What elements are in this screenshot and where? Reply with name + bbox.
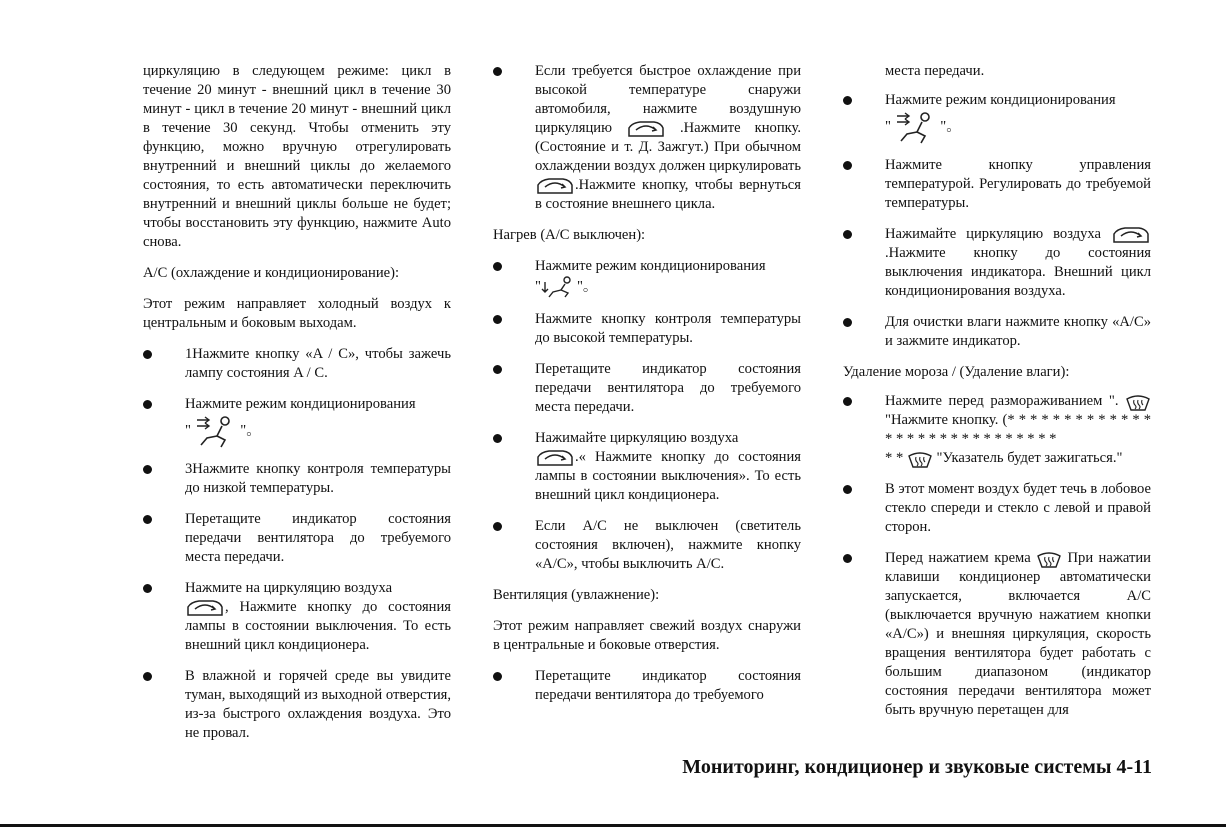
bullet-item: 3Нажмите кнопку контроля температуры до низкой температуры. [143,460,451,498]
bullet-dot [843,230,852,239]
column-3 [843,62,1151,720]
bullet-item: Перетащите индикатор состояния передачи вентилятора до требуемого места передачи. [493,360,801,417]
paragraph-recirculation-cycle: циркуляцию в следующем режиме: цикл в течение 20 минут - внешний цикл в течение 30 минут - цикл в течение 20 минут - внешний цикл в течение 30 секунд. Чтобы отменить эту функцию, можно вручную отрегулировать внутренний и внешний циклы до желаемого состояния, то есть автоматически переключить внутренний и внешний циклы больше не будет; чтобы восстановить эту функцию, нажмите Auto снова. [143,63,451,250]
bullet-item: 1Нажмите кнопку «A / C», чтобы зажечь лампу состояния A / C. [143,345,451,383]
bullet-item: Нажмите режим кондиционирования " "。 [843,91,1151,144]
bullet-dot [143,465,152,474]
bullet-item: В влажной и горячей среде вы увидите туман, выходящий из выходной отверстия, из-за быстрого охлаждения воздуха. Это не провал. [143,667,451,743]
bottom-rule [0,824,1226,827]
heading-ac-cooling: A/C (охлаждение и кондиционирование): [143,265,400,281]
bullet-dot [843,554,852,563]
bullet-item: Для очистки влаги нажмите кнопку «A/C» и зажмите индикатор. [843,313,1151,351]
recirculation-icon [185,599,225,617]
bullet-dot [143,400,152,409]
bullet-dot [143,515,152,524]
bullet-dot [843,318,852,327]
bullet-item: Нажимайте циркуляцию воздуха .« Нажмите кнопку до состояния лампы в состоянии выключения». То есть внешний цикл кондиционера. [493,429,801,505]
bullet-item: Нажмите на циркуляцию воздуха , Нажмите кнопку до состояния лампы в состоянии выключения. То есть внешний цикл кондиционера. [143,579,451,655]
bullet-item: Перед нажатием крема При нажатии клавиши кондиционер автоматически запускается, включается A/C (выключается вручную нажатием кнопки «A/C») и внешняя циркуляция, скорость вращения вентилятора будет работать с большим диапазоном (индикатор состояния передачи вентилятора может быть вручную перетащен для [843,549,1151,720]
bullet-dot [493,672,502,681]
bullet-item: Перетащите индикатор состояния передачи вентилятора до требуемого [493,667,801,705]
recirculation-icon [626,120,666,138]
paragraph-ac-description: Этот режим направляет холодный воздух к центральным и боковым выходам. [143,296,451,331]
bullet-dot [493,67,502,76]
bullet-item: Нажмите кнопку контроля температуры до высокой температуры. [493,310,801,348]
bullet-dot [143,350,152,359]
bullet-item: Нажмите кнопку управления температурой. Регулировать до требуемой температуры. [843,156,1151,213]
bullet-dot [843,96,852,105]
bullet-dot [843,397,852,406]
bullet-dot [493,262,502,271]
defrost-icon [907,450,933,468]
bullet-item: Нажмите перед размораживанием ". "Нажмите кнопку. (* * * * * * * * * * * * * * * * * * * * * * * * * * * * * * * "Указатель будет зажигаться." [843,392,1151,468]
page-footer-title: Мониторинг, кондиционер и звуковые системы 4-11 [682,756,1152,778]
bullet-item: Нажмите режим кондиционирования " "。 [143,395,451,448]
bullet-item: Нажмите режим кондиционирования " "。 [493,257,801,298]
column-1 [143,62,451,755]
bullet-dot [493,315,502,324]
bullet-dot [493,434,502,443]
bullet-item: Если A/C не выключен (светитель состояния включен), нажмите кнопку «A/C», чтобы выключить A/C. [493,517,801,574]
bullet-dot [143,672,152,681]
heading-heating: Нагрев (A/C выключен): [493,227,646,243]
floor-heat-mode-icon [541,276,577,298]
bullet-continuation: места передачи. [885,63,985,79]
heading-ventilation: Вентиляция (увлажнение): [493,587,660,603]
heading-defrost: Удаление мороза / (Удаление влаги): [843,364,1070,380]
bullet-dot [843,161,852,170]
defrost-icon [1036,550,1062,568]
defrost-icon [1125,393,1151,411]
bullet-item: Нажимайте циркуляцию воздуха .Нажмите кнопку до состояния выключения индикатора. Внешний цикл кондиционирования воздуха. [843,225,1151,301]
bullet-dot [493,522,502,531]
recirculation-icon [535,177,575,195]
column-2 [493,62,801,705]
vent-face-mode-icon [195,414,237,448]
bullet-item: Если требуется быстрое охлаждение при высокой температуре снаружи автомобиля, нажмите воздушную циркуляцию .Нажмите кнопку. (Состояние и т. Д. Зажгут.) При обычном охлаждении воздух должен циркулировать .Нажмите кнопку, чтобы вернуться в состояние внешнего цикла. [493,62,801,214]
recirculation-icon [535,449,575,467]
bullet-item: Перетащите индикатор состояния передачи вентилятора до требуемого места передачи. [143,510,451,567]
bullet-dot [143,584,152,593]
bullet-dot [843,485,852,494]
bullet-dot [493,365,502,374]
vent-face-mode-icon [895,110,937,144]
bullet-item: В этот момент воздух будет течь в лобовое стекло спереди и стекло с левой и правой сторон. [843,480,1151,537]
paragraph-ventilation: Этот режим направляет свежий воздух снаружи в центральные и боковые отверстия. [493,618,801,653]
recirculation-icon [1111,226,1151,244]
